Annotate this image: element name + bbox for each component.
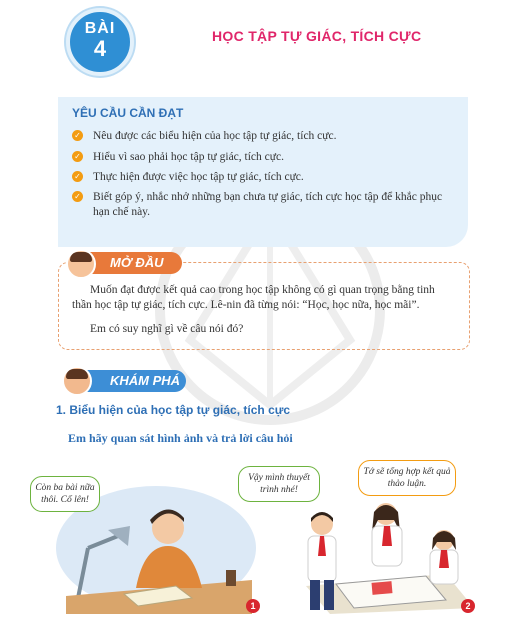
requirement-item: ✓ Nêu được các biểu hiện của học tập tự giác, tích cực. (72, 129, 457, 144)
requirement-item: ✓ Biết góp ý, nhắc nhở những bạn chưa tự giác, tích cực học tập để khắc phục hạn chế này. (72, 190, 457, 220)
requirement-item: ✓ Hiểu vì sao phải học tập tự giác, tích cực. (72, 150, 457, 165)
speech-bubble-1: Còn ba bài nữa thôi. Cố lên! (30, 476, 100, 512)
check-circle-icon: ✓ (72, 130, 83, 141)
intro-paragraph: Muốn đạt được kết quả cao trong học tập không có gì quan trọng bằng tinh thần học tập tự giác, tích cực. Lê-nin đã từng nói: “Học, học nữa, học mãi”. (72, 284, 435, 311)
requirement-item: ✓ Thực hiện được việc học tập tự giác, tích cực. (72, 170, 457, 185)
lesson-word: BÀI (84, 20, 116, 37)
page-title: HỌC TẬP TỰ GIÁC, TÍCH CỰC (212, 28, 422, 44)
intro-label: MỞ ĐẦU (80, 252, 182, 274)
explore-label: KHÁM PHÁ (80, 370, 186, 392)
illustration-group-discussion (276, 490, 476, 614)
student-mascot-icon (62, 366, 92, 396)
check-circle-icon: ✓ (72, 171, 83, 182)
check-circle-icon: ✓ (72, 191, 83, 202)
illustration-number-1: 1 (246, 599, 260, 613)
section-heading: 1. Biểu hiện của học tập tự giác, tích cực (56, 403, 291, 417)
speech-bubble-3: Tớ sẽ tổng hợp kết quả thảo luận. (358, 460, 456, 496)
section-instruction: Em hãy quan sát hình ảnh và trả lời câu hỏi (68, 431, 293, 445)
lesson-number: 4 (93, 36, 107, 61)
lesson-badge (66, 8, 134, 76)
requirements-title: YÊU CẦU CẦN ĐẠT (72, 106, 184, 120)
illustration-number-2: 2 (461, 599, 475, 613)
intro-question: Em có suy nghĩ gì về câu nói đó? (90, 323, 244, 335)
student-mascot-icon (66, 249, 96, 279)
check-circle-icon: ✓ (72, 151, 83, 162)
speech-bubble-2: Vậy mình thuyết trình nhé! (238, 466, 320, 502)
